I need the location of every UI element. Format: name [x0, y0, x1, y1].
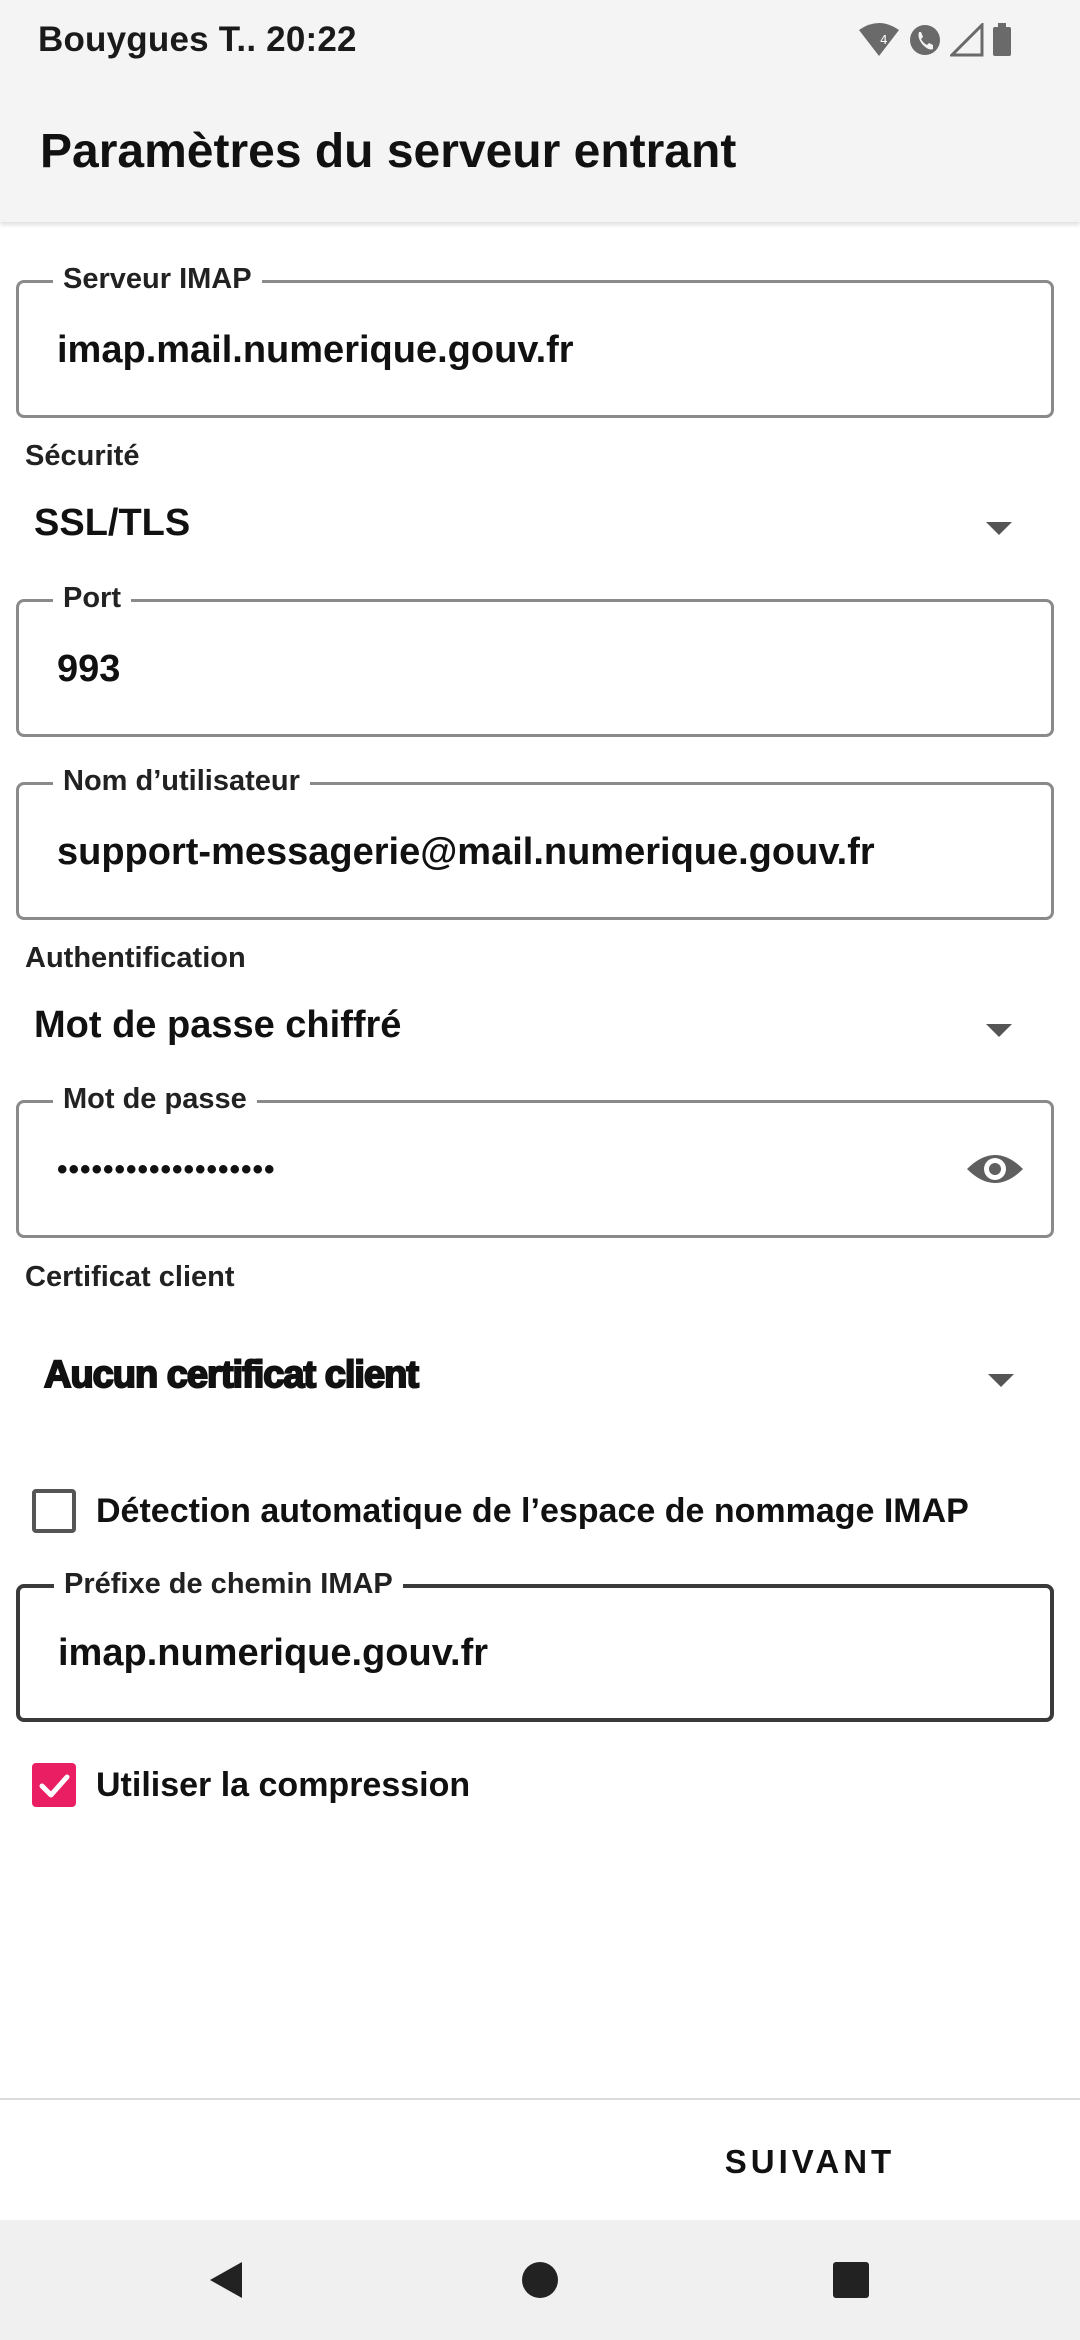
- compression-row[interactable]: [32, 1760, 470, 1810]
- path-prefix-input[interactable]: imap.numerique.gouv.fr: [58, 1632, 489, 1674]
- username-field[interactable]: [16, 765, 1054, 920]
- compression-label: Utiliser la compression: [96, 1765, 471, 1804]
- next-button[interactable]: SUIVANT: [724, 2143, 896, 2180]
- compression-checkbox[interactable]: [32, 1763, 76, 1807]
- security-dropdown[interactable]: [16, 492, 1056, 562]
- port-input[interactable]: 993: [57, 648, 121, 690]
- auto-namespace-checkbox[interactable]: [32, 1489, 76, 1533]
- navigation-bar: [0, 2220, 1080, 2340]
- recents-icon[interactable]: [815, 2244, 887, 2316]
- battery-icon: [992, 23, 1012, 62]
- status-icons: [858, 22, 1012, 62]
- port-field[interactable]: [16, 582, 1054, 737]
- username-input[interactable]: support-messagerie@mail.numerique.gouv.fr: [57, 831, 875, 873]
- password-input[interactable]: •••••••••••••••••••: [57, 1153, 276, 1186]
- page-title: Paramètres du serveur entrant: [40, 125, 737, 178]
- port-label: Port: [53, 578, 131, 618]
- path-prefix-field[interactable]: [16, 1568, 1054, 1722]
- security-label: Sécurité: [25, 440, 140, 472]
- client-certificate-label: Certificat client: [25, 1261, 235, 1293]
- dropdown-arrow-icon: [986, 1024, 1012, 1037]
- dropdown-arrow-icon: [988, 1374, 1014, 1387]
- username-label: Nom d’utilisateur: [53, 761, 310, 801]
- home-icon[interactable]: [504, 2244, 576, 2316]
- authentication-label: Authentification: [25, 942, 246, 974]
- carrier-time: Bouygues T.. 20:22: [38, 20, 357, 59]
- svg-text:4: 4: [880, 32, 888, 47]
- footer-divider: [0, 2098, 1080, 2100]
- imap-server-field[interactable]: [16, 263, 1054, 418]
- auto-namespace-row[interactable]: [32, 1486, 969, 1536]
- dropdown-arrow-icon: [986, 522, 1012, 535]
- signal-icon: [950, 23, 984, 62]
- call-icon: [908, 23, 942, 62]
- security-value: SSL/TLS: [34, 502, 191, 544]
- authentication-value: Mot de passe chiffré: [34, 1004, 402, 1046]
- password-label: Mot de passe: [53, 1079, 257, 1119]
- imap-server-label: Serveur IMAP: [53, 259, 262, 299]
- status-bar: [0, 0, 1080, 84]
- imap-server-input[interactable]: imap.mail.numerique.gouv.fr: [57, 329, 574, 371]
- path-prefix-label: Préfixe de chemin IMAP: [54, 1564, 403, 1604]
- eye-icon[interactable]: [965, 1147, 1025, 1191]
- back-icon[interactable]: [190, 2244, 262, 2316]
- client-certificate-dropdown[interactable]: [16, 1340, 1056, 1420]
- auto-namespace-label: Détection automatique de l’espace de nommage IMAP: [96, 1491, 969, 1530]
- app-bar: [0, 84, 1080, 222]
- client-certificate-value: Aucun certificat client: [44, 1354, 418, 1396]
- wifi-icon: [858, 22, 900, 63]
- authentication-dropdown[interactable]: [16, 994, 1056, 1064]
- password-field[interactable]: [16, 1083, 1054, 1238]
- check-icon: [32, 1763, 76, 1807]
